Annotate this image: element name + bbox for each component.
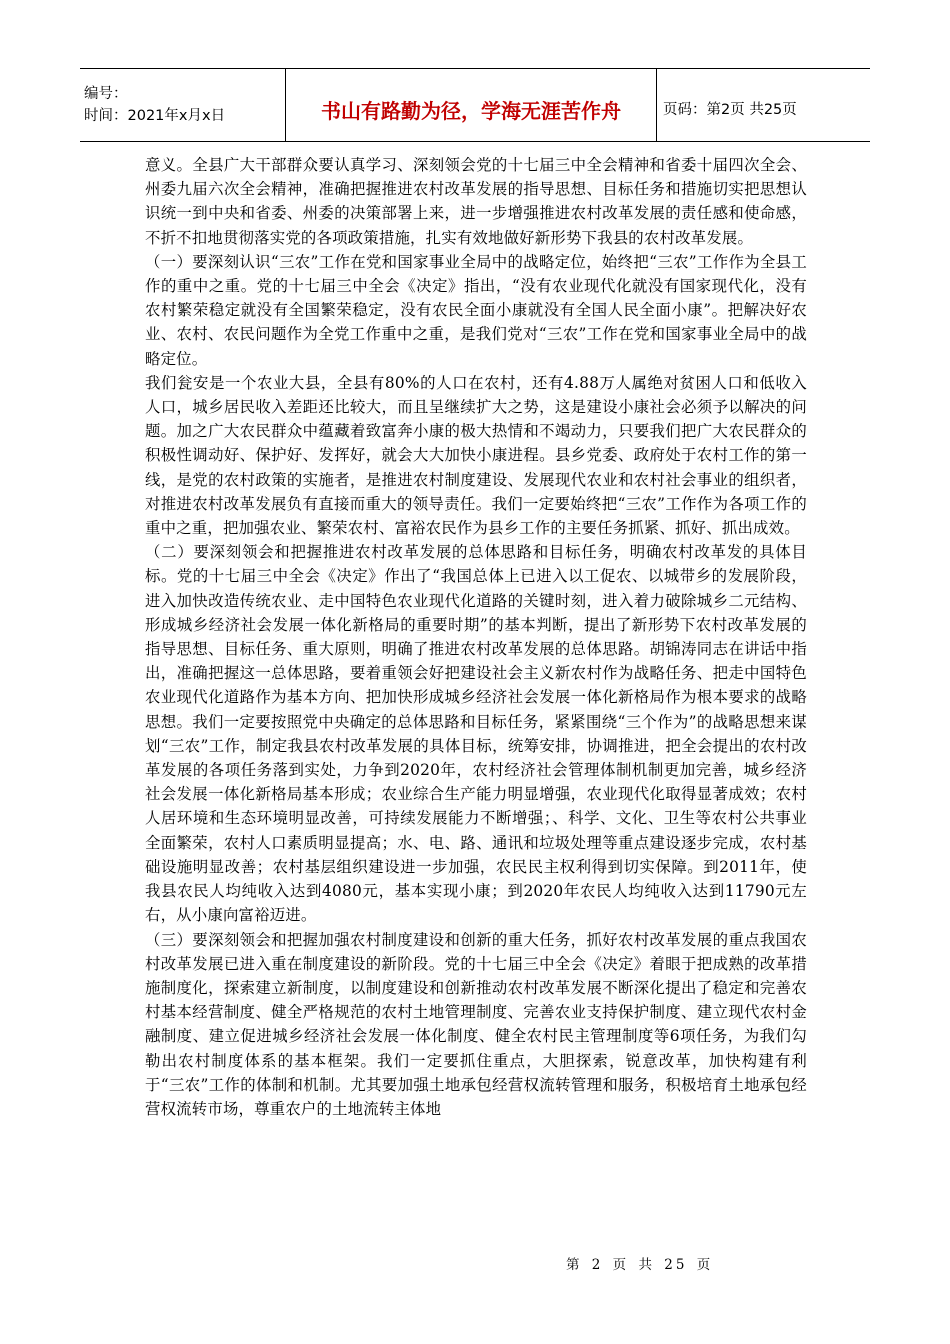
header-page-number: 页码：第2页 共25页 bbox=[663, 101, 797, 118]
page-header bbox=[80, 68, 870, 142]
body-paragraph: 意义。全县广大干部群众要认真学习、深刻领会党的十七届三中全会精神和省委十届四次全会、州委九届六次全会精神，准确把握推进农村改革发展的指导思想、目标任务和措施切实把思想认识统一到中央和省委、州委的决策部署上来，进一步增强推进农村改革发展的责任感和使命感，不折不扣地贯彻落实党的各项政策措施，扎实有效地做好新形势下我县的农村改革发展。 bbox=[145, 156, 807, 247]
document-body bbox=[145, 153, 807, 1121]
body-paragraph: 我们瓮安是一个农业大县，全县有80%的人口在农村，还有4.88万人属绝对贫困人口和低收入人口，城乡居民收入差距还比较大，而且呈继续扩大之势，这是建设小康社会必须予以解决的问题。加之广大农民群众中蕴藏着致富奔小康的极大热情和不竭动力，只要我们把广大农民群众的积极性调动好、保护好、发挥好，就会大大加快小康进程。县乡党委、政府处于农村工作的第一线，是党的农村政策的实施者，是推进农村制度建设、发展现代农业和农村社会事业的组织者，对推进农村改革发展负有直接而重大的领导责任。我们一定要始终把“三农”工作作为各项工作的重中之重，把加强农业、繁荣农村、富裕农民作为县乡工作的主要任务抓紧、抓好、抓出成效。 bbox=[145, 373, 807, 538]
header-motto: 书山有路勤为径，学海无涯苦作舟 bbox=[285, 69, 657, 141]
body-paragraph: （三）要深刻领会和把握加强农村制度建设和创新的重大任务，抓好农村改革发展的重点我国农村改革发展已进入重在制度建设的新阶段。党的十七届三中全会《决定》着眼于把成熟的改革措施制度化，探索建立新制度，以制度建设和创新推动农村改革发展不断深化提出了稳定和完善农村基本经营制度、健全严格规范的农村土地管理制度、完善农业支持保护制度、建立现代农村金融制度、建立促进城乡经济社会发展一体化制度、健全农村民主管理制度等6项任务，为我们勾勒出农村制度体系的基本框架。我们一定要抓住重点，大胆探索，锐意改革，加快构建有利于“三农”工作的体制和机制。尤其要加强土地承包经营权流转管理和服务，积极培育土地承包经营权流转市场，尊重农户的土地流转主体地 bbox=[145, 930, 807, 1118]
body-paragraph: （一）要深刻认识“三农”工作在党和国家事业全局中的战略定位，始终把“三农”工作作为全县工作的重中之重。党的十七届三中全会《决定》指出，“没有农业现代化就没有国家现代化，没有农村繁荣稳定就没有全国繁荣稳定，没有农民全面小康就没有全国人民全面小康”。把解决好农业、农村、农民问题作为全党工作重中之重，是我们党对“三农”工作在党和国家事业全局中的战略定位。 bbox=[145, 252, 807, 368]
body-paragraph: （二）要深刻领会和把握推进农村改革发展的总体思路和目标任务，明确农村改革发的具体目标。党的十七届三中全会《决定》作出了“我国总体上已进入以工促农、以城带乡的发展阶段，进入加快改造传统农业、走中国特色农业现代化道路的关键时刻，进入着力破除城乡二元结构、形成城乡经济社会发展一体化新格局的重要时期”的基本判断，提出了新形势下农村改革发展的指导思想、目标任务、重大原则，明确了推进农村改革发展的总体思路。胡锦涛同志在讲话中指出，准确把握这一总体思路，要着重领会好把建设社会主义新农村作为战略任务、把走中国特色农业现代化道路作为基本方向、把加快形成城乡经济社会发展一体化新格局作为根本要求的战略思想。我们一定要按照党中央确定的总体思路和目标任务，紧紧围绕“三个作为”的战略思想来谋划“三农”工作，制定我县农村改革发展的具体目标，统筹安排，协调推进，把全会提出的农村改革发展的各项任务落到实处，力争到2020年，农村经济社会管理体制机制更加完善，城乡经济社会发展一体化新格局基本形成；农业综合生产能力明显增强，农业现代化取得显著成效；农村人居环境和生态环境明显改善，可持续发展能力不断增强；、科学、文化、卫生等农村公共事业全面繁荣，农村人口素质明显提高；水、电、路、通讯和垃圾处理等重点建设逐步完成，农村基础设施明显改善；农村基层组织建设进一步加强，农民民主权利得到切实保障。到2011年，使我县农民人均纯收入达到4080元，基本实现小康；到2020年农民人均纯收入达到11790元左右，从小康向富裕迈进。 bbox=[145, 543, 807, 925]
page-footer: 第 2 页 共 25 页 bbox=[566, 1257, 714, 1273]
document-date-label: 时间：2021年x月x日 bbox=[84, 108, 226, 124]
document-number-label: 编号： bbox=[84, 86, 128, 102]
header-meta bbox=[80, 69, 285, 141]
